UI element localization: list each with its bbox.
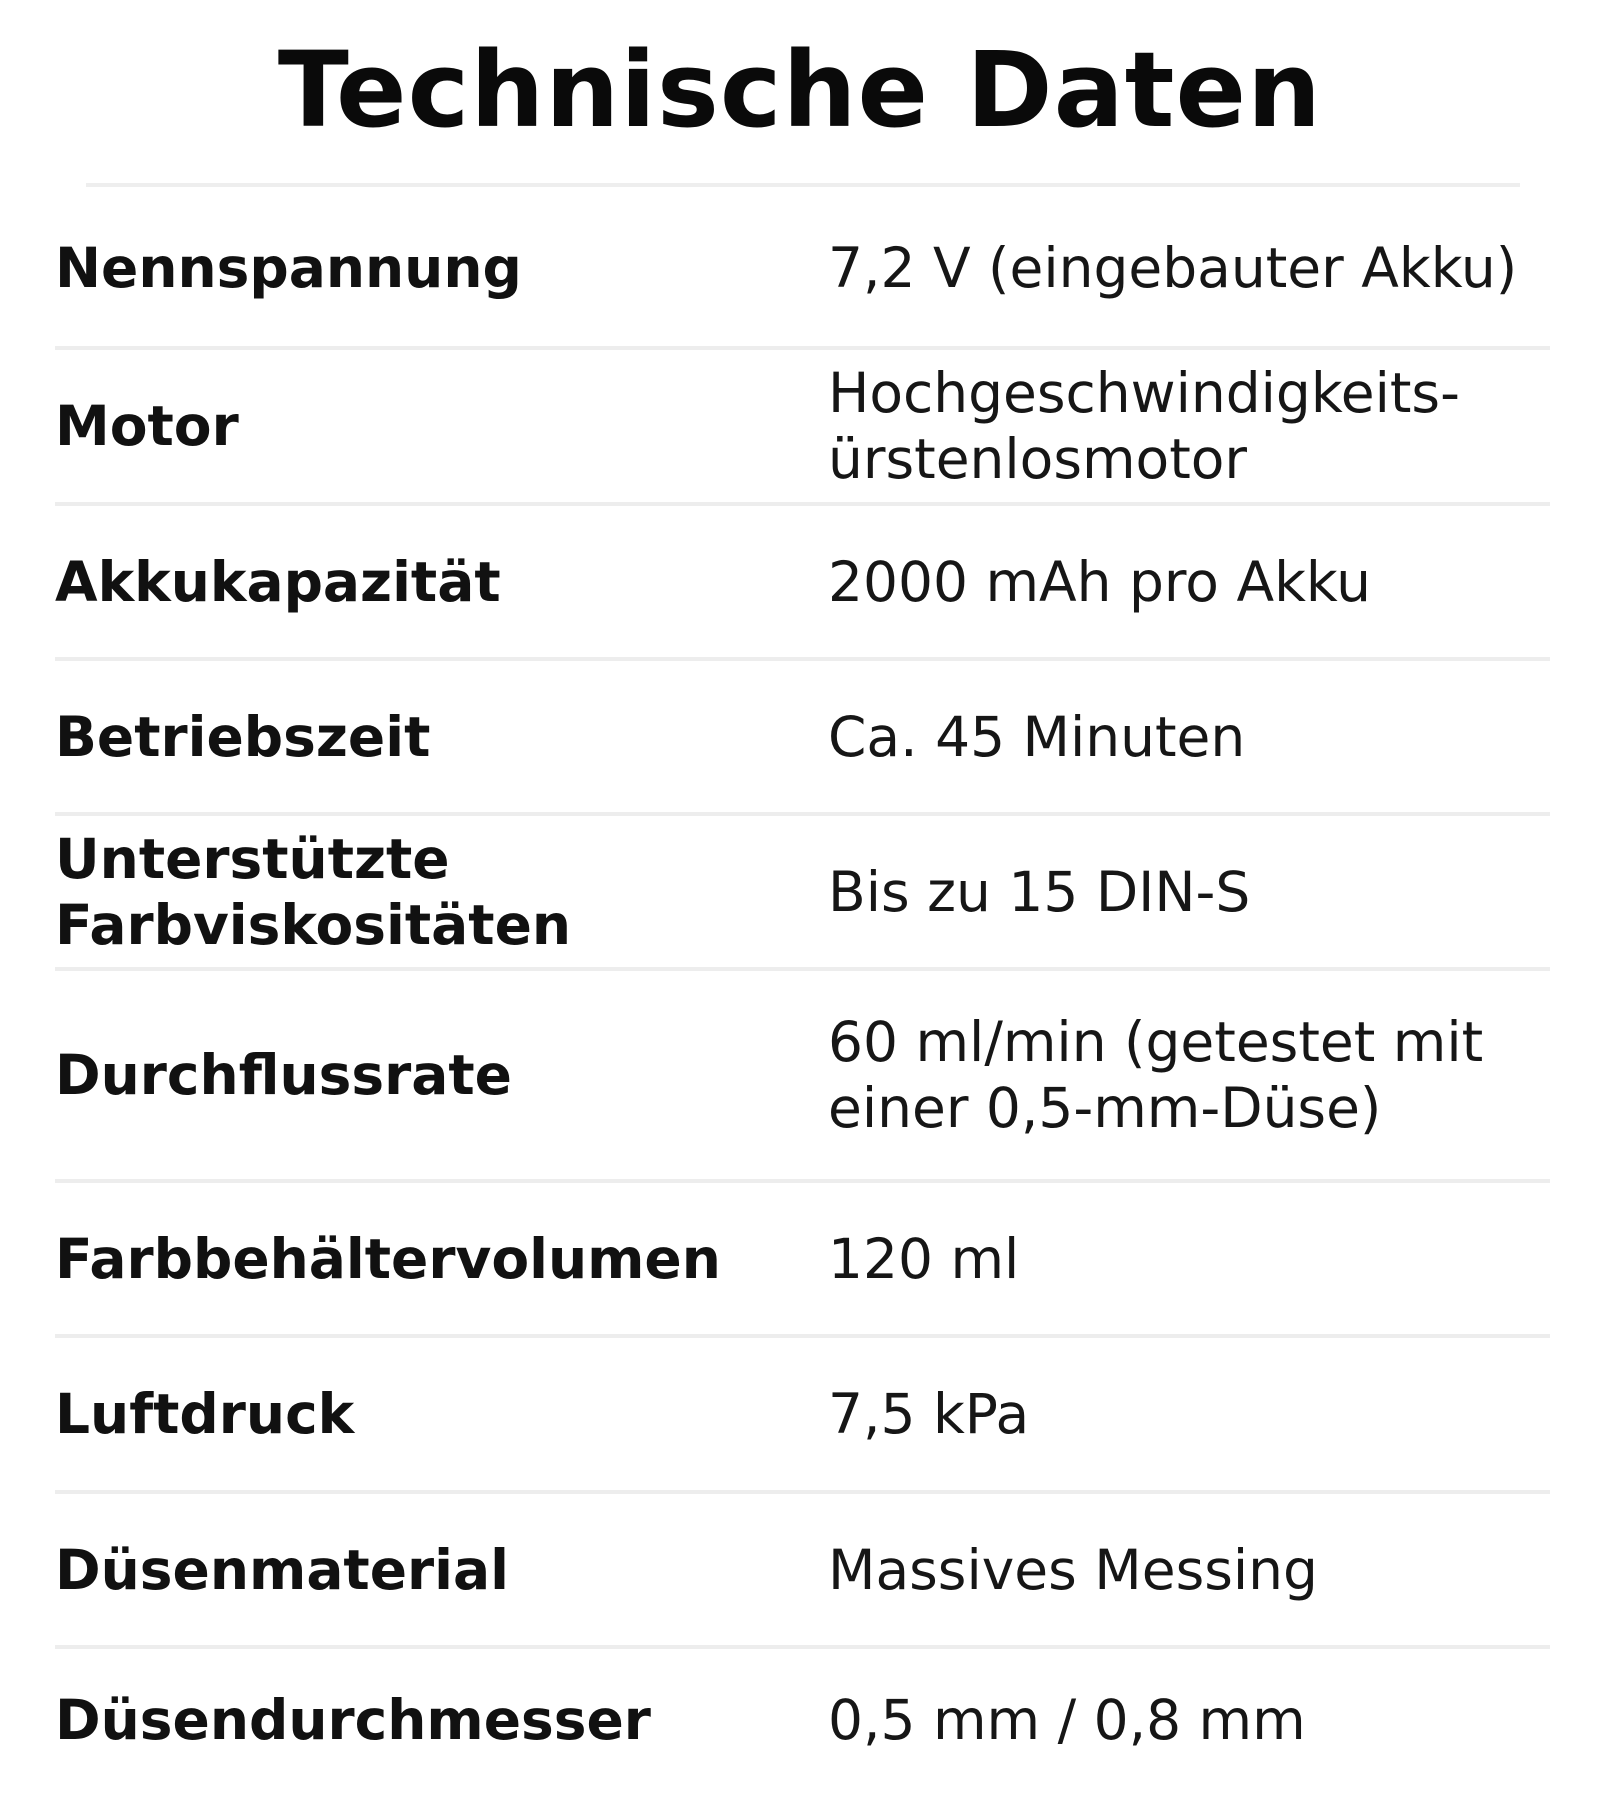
spec-value: 60 ml/min (getestet mit einer 0,5-mm-Düse)	[828, 1010, 1484, 1140]
spec-value: 2000 mAh pro Akku	[828, 549, 1371, 614]
spec-row-duesendurchmesser	[55, 1649, 1550, 1791]
spec-row-farbbehaeltervolumen	[55, 1183, 1550, 1338]
spec-label: Unterstützte Farbviskositäten	[55, 826, 572, 957]
spec-label: Luftdruck	[55, 1382, 355, 1446]
spec-row-motor	[55, 350, 1550, 506]
spec-label: Düsendurchmesser	[55, 1688, 651, 1752]
spec-table	[55, 190, 1550, 1791]
spec-row-luftdruck	[55, 1338, 1550, 1494]
spec-label: Düsenmaterial	[55, 1537, 509, 1602]
spec-label: Durchflussrate	[55, 1043, 512, 1107]
spec-label: Motor	[55, 394, 239, 458]
spec-value: 7,2 V (eingebauter Akku)	[828, 236, 1518, 300]
spec-value: 7,5 kPa	[828, 1382, 1030, 1446]
page-title: Technische Daten	[277, 29, 1323, 151]
spec-label: Betriebszeit	[55, 704, 431, 769]
spec-row-duesenmaterial	[55, 1494, 1550, 1649]
spec-value: Ca. 45 Minuten	[828, 704, 1246, 769]
spec-value: Massives Messing	[828, 1537, 1318, 1602]
spec-row-akkukapazitaet	[55, 506, 1550, 661]
spec-label: Akkukapazität	[55, 549, 501, 614]
spec-value: 120 ml	[828, 1226, 1020, 1291]
spec-value: Bis zu 15 DIN-S	[828, 859, 1251, 924]
spec-value: 0,5 mm / 0,8 mm	[828, 1688, 1306, 1752]
spec-label: Nennspannung	[55, 236, 522, 300]
title-divider	[86, 183, 1520, 187]
spec-row-durchflussrate	[55, 971, 1550, 1183]
spec-label: Farbbehältervolumen	[55, 1226, 721, 1291]
spec-value: Hochgeschwindigkeits- ürstenlosmotor	[828, 361, 1460, 491]
spec-row-farbviskositaeten	[55, 816, 1550, 971]
spec-row-nennspannung	[55, 190, 1550, 350]
spec-row-betriebszeit	[55, 661, 1550, 816]
